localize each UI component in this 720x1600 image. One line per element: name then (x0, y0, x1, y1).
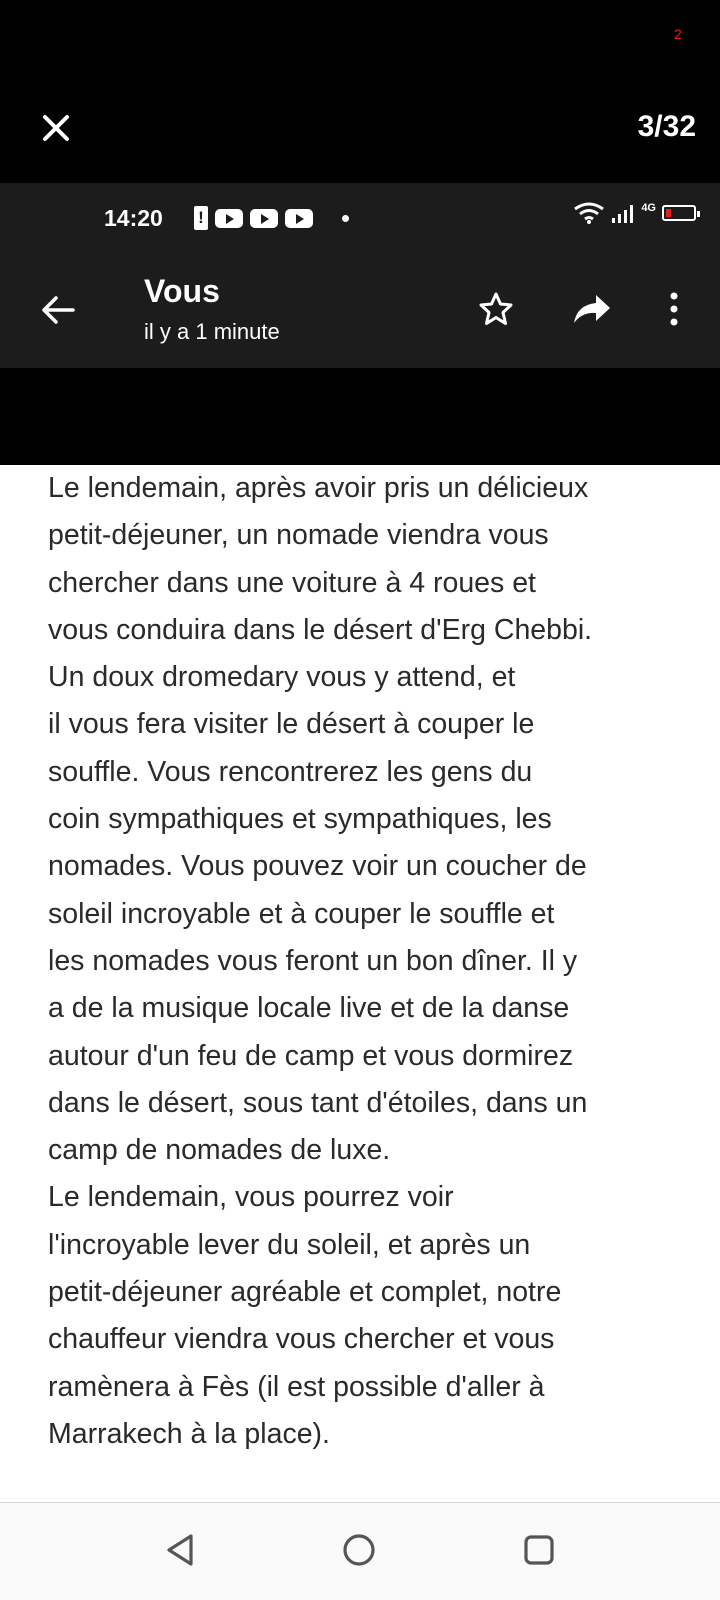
email-header (0, 183, 720, 368)
message-line: dans le désert, sous tant d'étoiles, dans un (48, 1086, 588, 1119)
notification-dot-icon (342, 215, 349, 222)
message-line: chercher dans une voiture à 4 roues et (48, 566, 536, 599)
nav-back-icon (164, 1533, 196, 1567)
nav-recents-button[interactable] (514, 1525, 564, 1575)
close-button[interactable] (36, 108, 76, 148)
sent-time: il y a 1 minute (144, 319, 280, 344)
back-arrow-icon (41, 295, 75, 325)
message-line: les nomades vous feront un bon dîner. Il y (48, 944, 578, 977)
close-icon (41, 113, 71, 143)
message-line: ramènera à Fès (il est possible d'aller à (48, 1370, 545, 1403)
notification-badge: 2 (674, 26, 682, 42)
message-line: camp de nomades de luxe. (48, 1134, 391, 1167)
wifi-icon (573, 201, 605, 225)
share-button[interactable] (570, 287, 614, 331)
youtube-icon (250, 209, 278, 228)
status-system-icons (573, 201, 696, 225)
message-line: vous conduira dans le désert d'Erg Chebbi. (48, 613, 593, 646)
message-line: Un doux dromedary vous y attend, et (48, 661, 516, 694)
message-line: nomades. Vous pouvez voir un coucher de (48, 850, 587, 883)
nav-home-button[interactable] (334, 1525, 384, 1575)
star-button[interactable] (474, 287, 518, 331)
signal-icon (611, 202, 635, 224)
message-line: Le lendemain, après avoir pris un délicieux (48, 472, 589, 504)
back-button[interactable] (36, 288, 80, 332)
message-line: petit-déjeuner, un nomade viendra vous (48, 519, 549, 552)
page-counter: 3/32 (637, 110, 696, 143)
status-notification-icons (194, 206, 349, 230)
message-line: souffle. Vous rencontrerez les gens du (48, 755, 533, 788)
sender-name: Vous (144, 273, 220, 309)
message-line: autour d'un feu de camp et vous dormirez (48, 1039, 574, 1072)
more-vert-icon (668, 291, 680, 327)
battery-alert-icon: ! (194, 206, 208, 230)
message-line: chauffeur viendra vous chercher et vous (48, 1323, 555, 1356)
message-line: Le lendemain, vous pourrez voir (48, 1181, 454, 1214)
message-line: petit-déjeuner agréable et complet, notre (48, 1276, 562, 1309)
share-icon (572, 293, 612, 325)
network-type: 4G (641, 202, 656, 214)
message-line: a de la musique locale live et de la danse (48, 992, 570, 1025)
battery-icon (662, 205, 696, 221)
message-body (48, 465, 688, 1458)
star-icon (478, 291, 514, 327)
nav-recents-icon (523, 1534, 555, 1566)
nav-back-button[interactable] (155, 1525, 205, 1575)
nav-home-icon (342, 1533, 376, 1567)
youtube-icon (285, 209, 313, 228)
message-line: l'incroyable lever du soleil, et après un (48, 1228, 531, 1261)
message-line: Marrakech à la place). (48, 1417, 330, 1450)
message-line: soleil incroyable et à couper le souffle et (48, 897, 555, 930)
more-options-button[interactable] (652, 287, 696, 331)
youtube-icon (215, 209, 243, 228)
message-line: coin sympathiques et sympathiques, les (48, 803, 552, 836)
message-line: il vous fera visiter le désert à couper le (48, 708, 535, 741)
status-time: 14:20 (104, 205, 163, 231)
